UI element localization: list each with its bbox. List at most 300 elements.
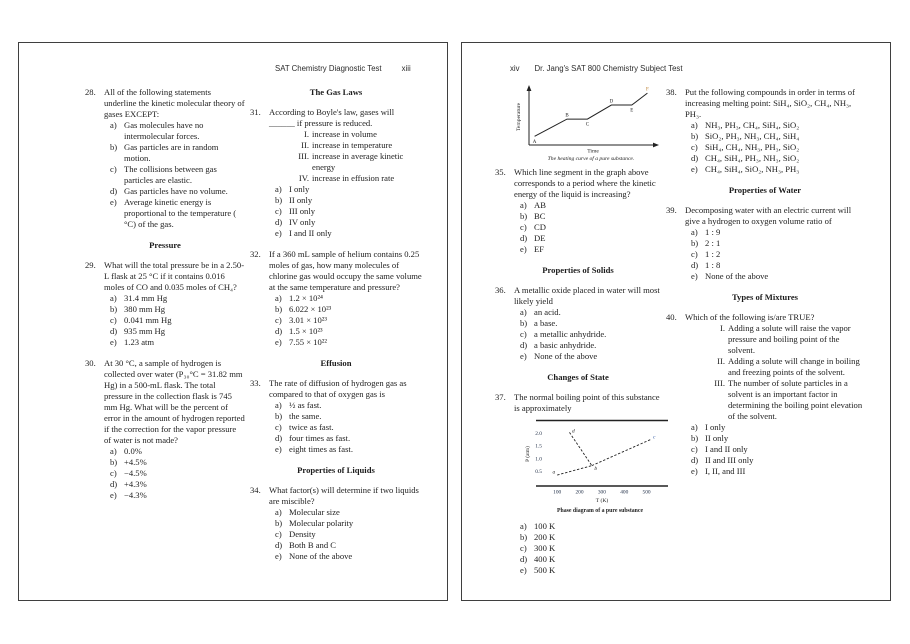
section-heading: Effusion <box>320 358 352 368</box>
option-letter: d) <box>110 326 118 336</box>
option-text: II and III only <box>705 455 754 465</box>
option-letter: e) <box>275 444 282 454</box>
option-letter: d) <box>691 455 699 465</box>
option-row <box>275 326 422 337</box>
question-stem: At 30 °C, a sample of hydrogen is collected over water (P₃₀°C = 31.82 mm Hg) in a 500-mL flask. The total pressure in the collection flask is 745 mm Hg. What will be the percent of error in the amount of hydrogen reported if the correction for the vapor pressure of water is not made? <box>104 358 245 445</box>
option-text: a metallic anhydride. <box>534 329 607 339</box>
option-row <box>691 249 864 260</box>
option-text: SiO₂, PH₃, NH₃, CH₄, SiH₄ <box>705 131 800 141</box>
option-letter: b) <box>275 411 283 421</box>
option-letter: a) <box>691 227 698 237</box>
roman-text: Adding a solute will change in boiling and freezing points of the solvent. <box>728 356 860 377</box>
option-letter: e) <box>691 271 698 281</box>
question-block <box>85 87 245 230</box>
roman-text: Adding a solute will raise the vapor pressure and boiling point of the solvent. <box>728 323 851 355</box>
option-letter: b) <box>520 532 528 542</box>
option-letter: b) <box>520 318 528 328</box>
option-row <box>110 120 245 142</box>
question-block <box>666 87 864 175</box>
question-body <box>685 205 864 282</box>
phase-boundary-db <box>569 432 591 465</box>
roman-text: increase in temperature <box>312 140 393 150</box>
option-row <box>110 304 245 315</box>
y-axis-arrow <box>527 85 532 91</box>
y-tick: 1.5 <box>535 443 542 450</box>
y-tick: 1.0 <box>535 456 542 463</box>
option-letter: a) <box>520 307 527 317</box>
option-text: DE <box>534 233 546 243</box>
option-text: +4.5% <box>124 457 147 467</box>
option-text: Molecular size <box>289 507 340 517</box>
option-row <box>110 142 245 164</box>
option-text: I and II only <box>705 444 748 454</box>
question-body <box>514 285 661 362</box>
option-text: −4.5% <box>124 468 147 478</box>
option-text: NH₃, PH₃, CH₄, SiH₄, SiO₂ <box>705 120 800 130</box>
option-text: −4.3% <box>124 490 147 500</box>
option-letter: c) <box>110 315 117 325</box>
point-label-c: c <box>653 434 656 441</box>
question-block <box>666 205 864 282</box>
option-text: 1 : 9 <box>705 227 721 237</box>
x-tick: 300 <box>597 489 606 496</box>
question-block <box>85 260 245 348</box>
option-row <box>275 411 422 422</box>
option-letter: b) <box>110 142 118 152</box>
x-axis-arrow <box>653 143 659 148</box>
question-body <box>269 485 422 562</box>
option-text: 0.041 mm Hg <box>124 315 172 325</box>
roman-item <box>711 378 864 422</box>
option-row <box>275 400 422 411</box>
point-label-E: E <box>630 108 634 114</box>
option-letter: a) <box>275 293 282 303</box>
option-letter: d) <box>110 479 118 489</box>
option-text: None of the above <box>705 271 769 281</box>
question-block <box>250 485 422 562</box>
option-text: CH₄, SiH₄, SiO₂, NH₃, PH₃ <box>705 164 800 174</box>
option-letter: e) <box>110 197 117 207</box>
option-row <box>275 551 422 562</box>
option-text: II only <box>289 195 313 205</box>
option-row <box>110 479 245 490</box>
option-letter: a) <box>275 184 282 194</box>
roman-label: II. <box>717 356 725 366</box>
option-letter: a) <box>520 521 527 531</box>
option-letter: d) <box>520 554 528 564</box>
question-stem: The rate of diffusion of hydrogen gas as compared to that of oxygen gas is <box>269 378 407 399</box>
option-row <box>520 200 661 211</box>
option-text: Average kinetic energy is proportional to the temperature ( °C) of the gas. <box>124 197 237 229</box>
option-letter: e) <box>520 244 527 254</box>
option-letter: e) <box>275 228 282 238</box>
question-stem: According to Boyle's law, gases will ______ if pressure is reduced. <box>269 107 395 128</box>
option-letter: c) <box>275 315 282 325</box>
option-text: II only <box>705 433 729 443</box>
option-letter: d) <box>691 153 699 163</box>
roman-text: increase in volume <box>312 129 377 139</box>
option-row <box>110 186 245 197</box>
y-axis-label: Temperature <box>516 102 522 132</box>
option-row <box>110 326 245 337</box>
option-letter: a) <box>110 293 117 303</box>
right-page-column-1 <box>495 83 661 586</box>
option-row <box>275 507 422 518</box>
option-text: EF <box>534 244 545 254</box>
option-row <box>520 211 661 222</box>
roman-label: III. <box>298 151 309 161</box>
option-text: 2 : 1 <box>705 238 721 248</box>
option-letter: a) <box>691 120 698 130</box>
option-row <box>275 540 422 551</box>
option-text: 7.55 × 10²² <box>289 337 327 347</box>
option-letter: b) <box>110 304 118 314</box>
option-row <box>110 164 245 186</box>
option-letter: d) <box>110 186 118 196</box>
option-letter: e) <box>691 466 698 476</box>
question-number: 34. <box>250 485 261 495</box>
x-axis-label: Time <box>587 148 599 155</box>
option-letter: c) <box>520 543 527 553</box>
option-row <box>275 433 422 444</box>
right-page-column-2 <box>666 87 864 487</box>
option-row <box>691 153 864 164</box>
option-text: I only <box>705 422 726 432</box>
option-row <box>275 444 422 455</box>
option-row <box>275 304 422 315</box>
option-text: CD <box>534 222 546 232</box>
roman-item <box>295 129 422 140</box>
option-row <box>520 318 661 329</box>
option-row <box>275 293 422 304</box>
option-text: 300 K <box>534 543 556 553</box>
option-row <box>520 222 661 233</box>
running-title: SAT Chemistry Diagnostic Test <box>275 64 382 73</box>
point-label-a: a <box>552 469 556 476</box>
option-row <box>110 293 245 304</box>
roman-item <box>295 173 422 184</box>
phase-diagram-chart <box>520 416 675 516</box>
question-stem: Put the following compounds in order in terms of increasing melting point: SiH₄, SiO₂, CH₄, NH₃, PH₃. <box>685 87 855 119</box>
option-letter: e) <box>275 337 282 347</box>
option-text: I only <box>289 184 310 194</box>
roman-text: The number of solute particles in a solvent is an important factor in determining the boiling point elevation of the solvent. <box>728 378 863 421</box>
question-stem: The normal boiling point of this substance is approximately <box>514 392 660 413</box>
option-text: CH₄, SiH₄, PH₃, NH₃, SiO₂ <box>705 153 800 163</box>
phase-boundary-bc <box>592 439 651 465</box>
option-letter: c) <box>275 529 282 539</box>
option-row <box>110 457 245 468</box>
option-row <box>110 468 245 479</box>
point-label-d: d <box>571 428 575 435</box>
option-row <box>110 315 245 326</box>
option-row <box>275 228 422 239</box>
left-page-column-2 <box>250 87 422 572</box>
question-number: 38. <box>666 87 677 97</box>
option-letter: d) <box>520 233 528 243</box>
option-row <box>520 329 661 340</box>
option-text: Density <box>289 529 316 539</box>
option-row <box>275 184 422 195</box>
section-heading: Pressure <box>149 240 181 250</box>
option-row <box>691 260 864 271</box>
question-body <box>685 87 864 175</box>
section-heading: Types of Mixtures <box>731 292 799 302</box>
option-letter: b) <box>691 433 699 443</box>
option-text: III only <box>289 206 316 216</box>
option-row <box>691 238 864 249</box>
option-letter: c) <box>691 142 698 152</box>
section-heading: Properties of Water <box>728 185 802 195</box>
x-tick: 200 <box>575 489 584 496</box>
option-text: 935 mm Hg <box>124 326 166 336</box>
option-row <box>520 554 661 565</box>
option-text: 6.022 × 10²³ <box>289 304 332 314</box>
x-tick: 400 <box>620 489 629 496</box>
option-row <box>520 351 661 362</box>
x-axis-label: T (K) <box>595 498 609 504</box>
page-left <box>18 42 448 601</box>
option-letter: d) <box>691 260 699 270</box>
section-heading: The Gas Laws <box>309 87 363 97</box>
question-stem: Decomposing water with an electric current will give a hydrogen to oxygen volume ratio of <box>685 205 852 226</box>
roman-text: increase in average kinetic energy <box>312 151 404 172</box>
roman-label: I. <box>719 323 725 333</box>
question-body <box>685 312 864 477</box>
option-text: 3.01 × 10²³ <box>289 315 327 325</box>
option-letter: c) <box>520 222 527 232</box>
option-letter: d) <box>275 540 283 550</box>
point-label-F: F <box>646 87 649 93</box>
question-block <box>666 312 864 477</box>
question-number: 36. <box>495 285 506 295</box>
question-block <box>85 358 245 501</box>
option-row <box>275 337 422 348</box>
question-stem: All of the following statements underline the kinetic molecular theory of gases EXCEPT: <box>104 87 245 119</box>
option-letter: e) <box>110 337 117 347</box>
point-label-D: D <box>609 99 614 105</box>
question-stem: What factor(s) will determine if two liquids are miscible? <box>269 485 419 506</box>
option-text: Molecular polarity <box>289 518 354 528</box>
option-row <box>275 195 422 206</box>
option-row <box>275 518 422 529</box>
option-letter: a) <box>110 120 117 130</box>
roman-label: II. <box>301 140 309 150</box>
page-header-left <box>275 63 411 74</box>
option-text: 31.4 mm Hg <box>124 293 168 303</box>
question-block <box>495 167 661 255</box>
option-letter: b) <box>691 131 699 141</box>
question-number: 30. <box>85 358 96 368</box>
option-row <box>110 337 245 348</box>
option-text: IV only <box>289 217 316 227</box>
option-letter: d) <box>520 340 528 350</box>
option-row <box>520 244 661 255</box>
y-tick: 2.0 <box>535 430 542 437</box>
question-stem: What will the total pressure be in a 2.50-L flask at 25 °C if it contains 0.016 moles of CO and 0.035 moles of CH₄? <box>104 260 245 292</box>
option-letter: a) <box>110 446 117 456</box>
option-row <box>691 466 864 477</box>
option-text: the same. <box>289 411 322 421</box>
option-letter: c) <box>110 164 117 174</box>
option-text: None of the above <box>534 351 598 361</box>
option-letter: c) <box>520 329 527 339</box>
question-block <box>250 378 422 455</box>
question-number: 32. <box>250 249 261 259</box>
option-text: eight times as fast. <box>289 444 353 454</box>
option-row <box>520 521 661 532</box>
option-text: The collisions between gas particles are elastic. <box>124 164 217 185</box>
question-number: 37. <box>495 392 506 402</box>
option-letter: d) <box>275 217 283 227</box>
y-axis-label: P (atm) <box>525 446 531 462</box>
point-label-B: B <box>565 113 569 119</box>
option-letter: b) <box>110 457 118 467</box>
option-text: 380 mm Hg <box>124 304 166 314</box>
figure-heating-curve <box>513 83 661 161</box>
page-header-right <box>510 63 683 74</box>
option-letter: c) <box>691 444 698 454</box>
question-block <box>250 107 422 239</box>
question-block <box>495 285 661 362</box>
option-text: 1.23 atm <box>124 337 155 347</box>
option-row <box>691 422 864 433</box>
roman-item <box>711 323 864 356</box>
option-text: BC <box>534 211 546 221</box>
question-stem: Which line segment in the graph above corresponds to a period where the kinetic energy of the liquid is increasing? <box>514 167 656 199</box>
option-letter: b) <box>691 238 699 248</box>
point-label-A: A <box>532 139 537 145</box>
option-row <box>691 164 864 175</box>
roman-label: IV. <box>298 173 309 183</box>
option-text: 1 : 2 <box>705 249 721 259</box>
option-text: a basic anhydride. <box>534 340 597 350</box>
option-row <box>520 233 661 244</box>
option-row <box>691 142 864 153</box>
point-label-C: C <box>585 122 590 128</box>
y-tick: 0.5 <box>535 469 542 476</box>
option-row <box>110 197 245 230</box>
option-letter: e) <box>520 351 527 361</box>
option-text: 0.0% <box>124 446 142 456</box>
option-text: 200 K <box>534 532 556 542</box>
option-row <box>520 543 661 554</box>
option-row <box>691 227 864 238</box>
roman-label: I. <box>303 129 309 139</box>
section-heading: Changes of State <box>547 372 609 382</box>
heating-curve-chart <box>513 83 663 161</box>
option-row <box>520 565 661 576</box>
option-text: I and II only <box>289 228 332 238</box>
phase-boundary-ab <box>557 466 592 475</box>
figure-phase-diagram <box>520 416 661 516</box>
question-body <box>514 167 661 255</box>
option-text: +4.3% <box>124 479 147 489</box>
option-text: None of the above <box>289 551 353 561</box>
option-letter: c) <box>110 468 117 478</box>
option-row <box>110 446 245 457</box>
option-letter: a) <box>520 200 527 210</box>
option-text: AB <box>534 200 546 210</box>
option-letter: a) <box>275 400 282 410</box>
option-row <box>275 206 422 217</box>
question-number: 39. <box>666 205 677 215</box>
point-label-b: b <box>594 466 598 473</box>
option-text: twice as fast. <box>289 422 334 432</box>
option-letter: d) <box>275 326 283 336</box>
option-text: Gas particles have no volume. <box>124 186 228 196</box>
question-number: 35. <box>495 167 506 177</box>
option-row <box>110 490 245 501</box>
option-row <box>275 217 422 228</box>
option-row <box>691 455 864 466</box>
option-letter: a) <box>691 422 698 432</box>
roman-item <box>711 356 864 378</box>
question-body <box>104 87 245 230</box>
option-text: four times as fast. <box>289 433 351 443</box>
question-stem: Which of the following is/are TRUE? <box>685 312 815 322</box>
option-text: 1 : 8 <box>705 260 721 270</box>
option-letter: c) <box>275 422 282 432</box>
question-number: 29. <box>85 260 96 270</box>
option-row <box>275 529 422 540</box>
x-tick: 500 <box>642 489 651 496</box>
option-letter: e) <box>110 490 117 500</box>
option-row <box>691 433 864 444</box>
option-letter: b) <box>275 195 283 205</box>
figure-caption: Phase diagram of a pure substance <box>556 508 644 514</box>
option-text: 500 K <box>534 565 556 575</box>
option-text: I, II, and III <box>705 466 746 476</box>
option-row <box>520 340 661 351</box>
option-letter: b) <box>520 211 528 221</box>
option-text: ½ as fast. <box>289 400 322 410</box>
question-number: 31. <box>250 107 261 117</box>
left-page-column-1 <box>85 87 245 511</box>
option-text: 1.5 × 10²³ <box>289 326 323 336</box>
question-body <box>269 378 422 455</box>
option-letter: e) <box>520 565 527 575</box>
roman-item <box>295 140 422 151</box>
page-folio: xiv <box>510 64 520 73</box>
option-letter: c) <box>275 206 282 216</box>
option-row <box>691 444 864 455</box>
question-stem: If a 360 mL sample of helium contains 0.25 moles of gas, how many molecules of chlorine gas would occupy the same volume at the same temperature and pressure? <box>269 249 422 292</box>
option-text: Gas molecules have no intermolecular forces. <box>124 120 204 141</box>
page-right <box>461 42 891 601</box>
option-letter: e) <box>275 551 282 561</box>
option-text: Gas particles are in random motion. <box>124 142 219 163</box>
question-block <box>495 392 661 576</box>
option-row <box>691 120 864 131</box>
option-text: SiH₄, CH₄, NH₃, PH₃, SiO₂ <box>705 142 800 152</box>
question-body <box>104 358 245 501</box>
option-text: a base. <box>534 318 558 328</box>
option-text: 400 K <box>534 554 556 564</box>
running-title: Dr. Jang's SAT 800 Chemistry Subject Test <box>534 64 683 73</box>
option-letter: b) <box>275 518 283 528</box>
roman-item <box>295 151 422 173</box>
roman-text: increase in effusion rate <box>312 173 395 183</box>
option-text: 100 K <box>534 521 556 531</box>
question-number: 28. <box>85 87 96 97</box>
question-body <box>514 392 661 576</box>
question-number: 40. <box>666 312 677 322</box>
question-body <box>104 260 245 348</box>
option-letter: c) <box>691 249 698 259</box>
heating-curve-line <box>535 93 648 136</box>
option-text: Both B and C <box>289 540 337 550</box>
